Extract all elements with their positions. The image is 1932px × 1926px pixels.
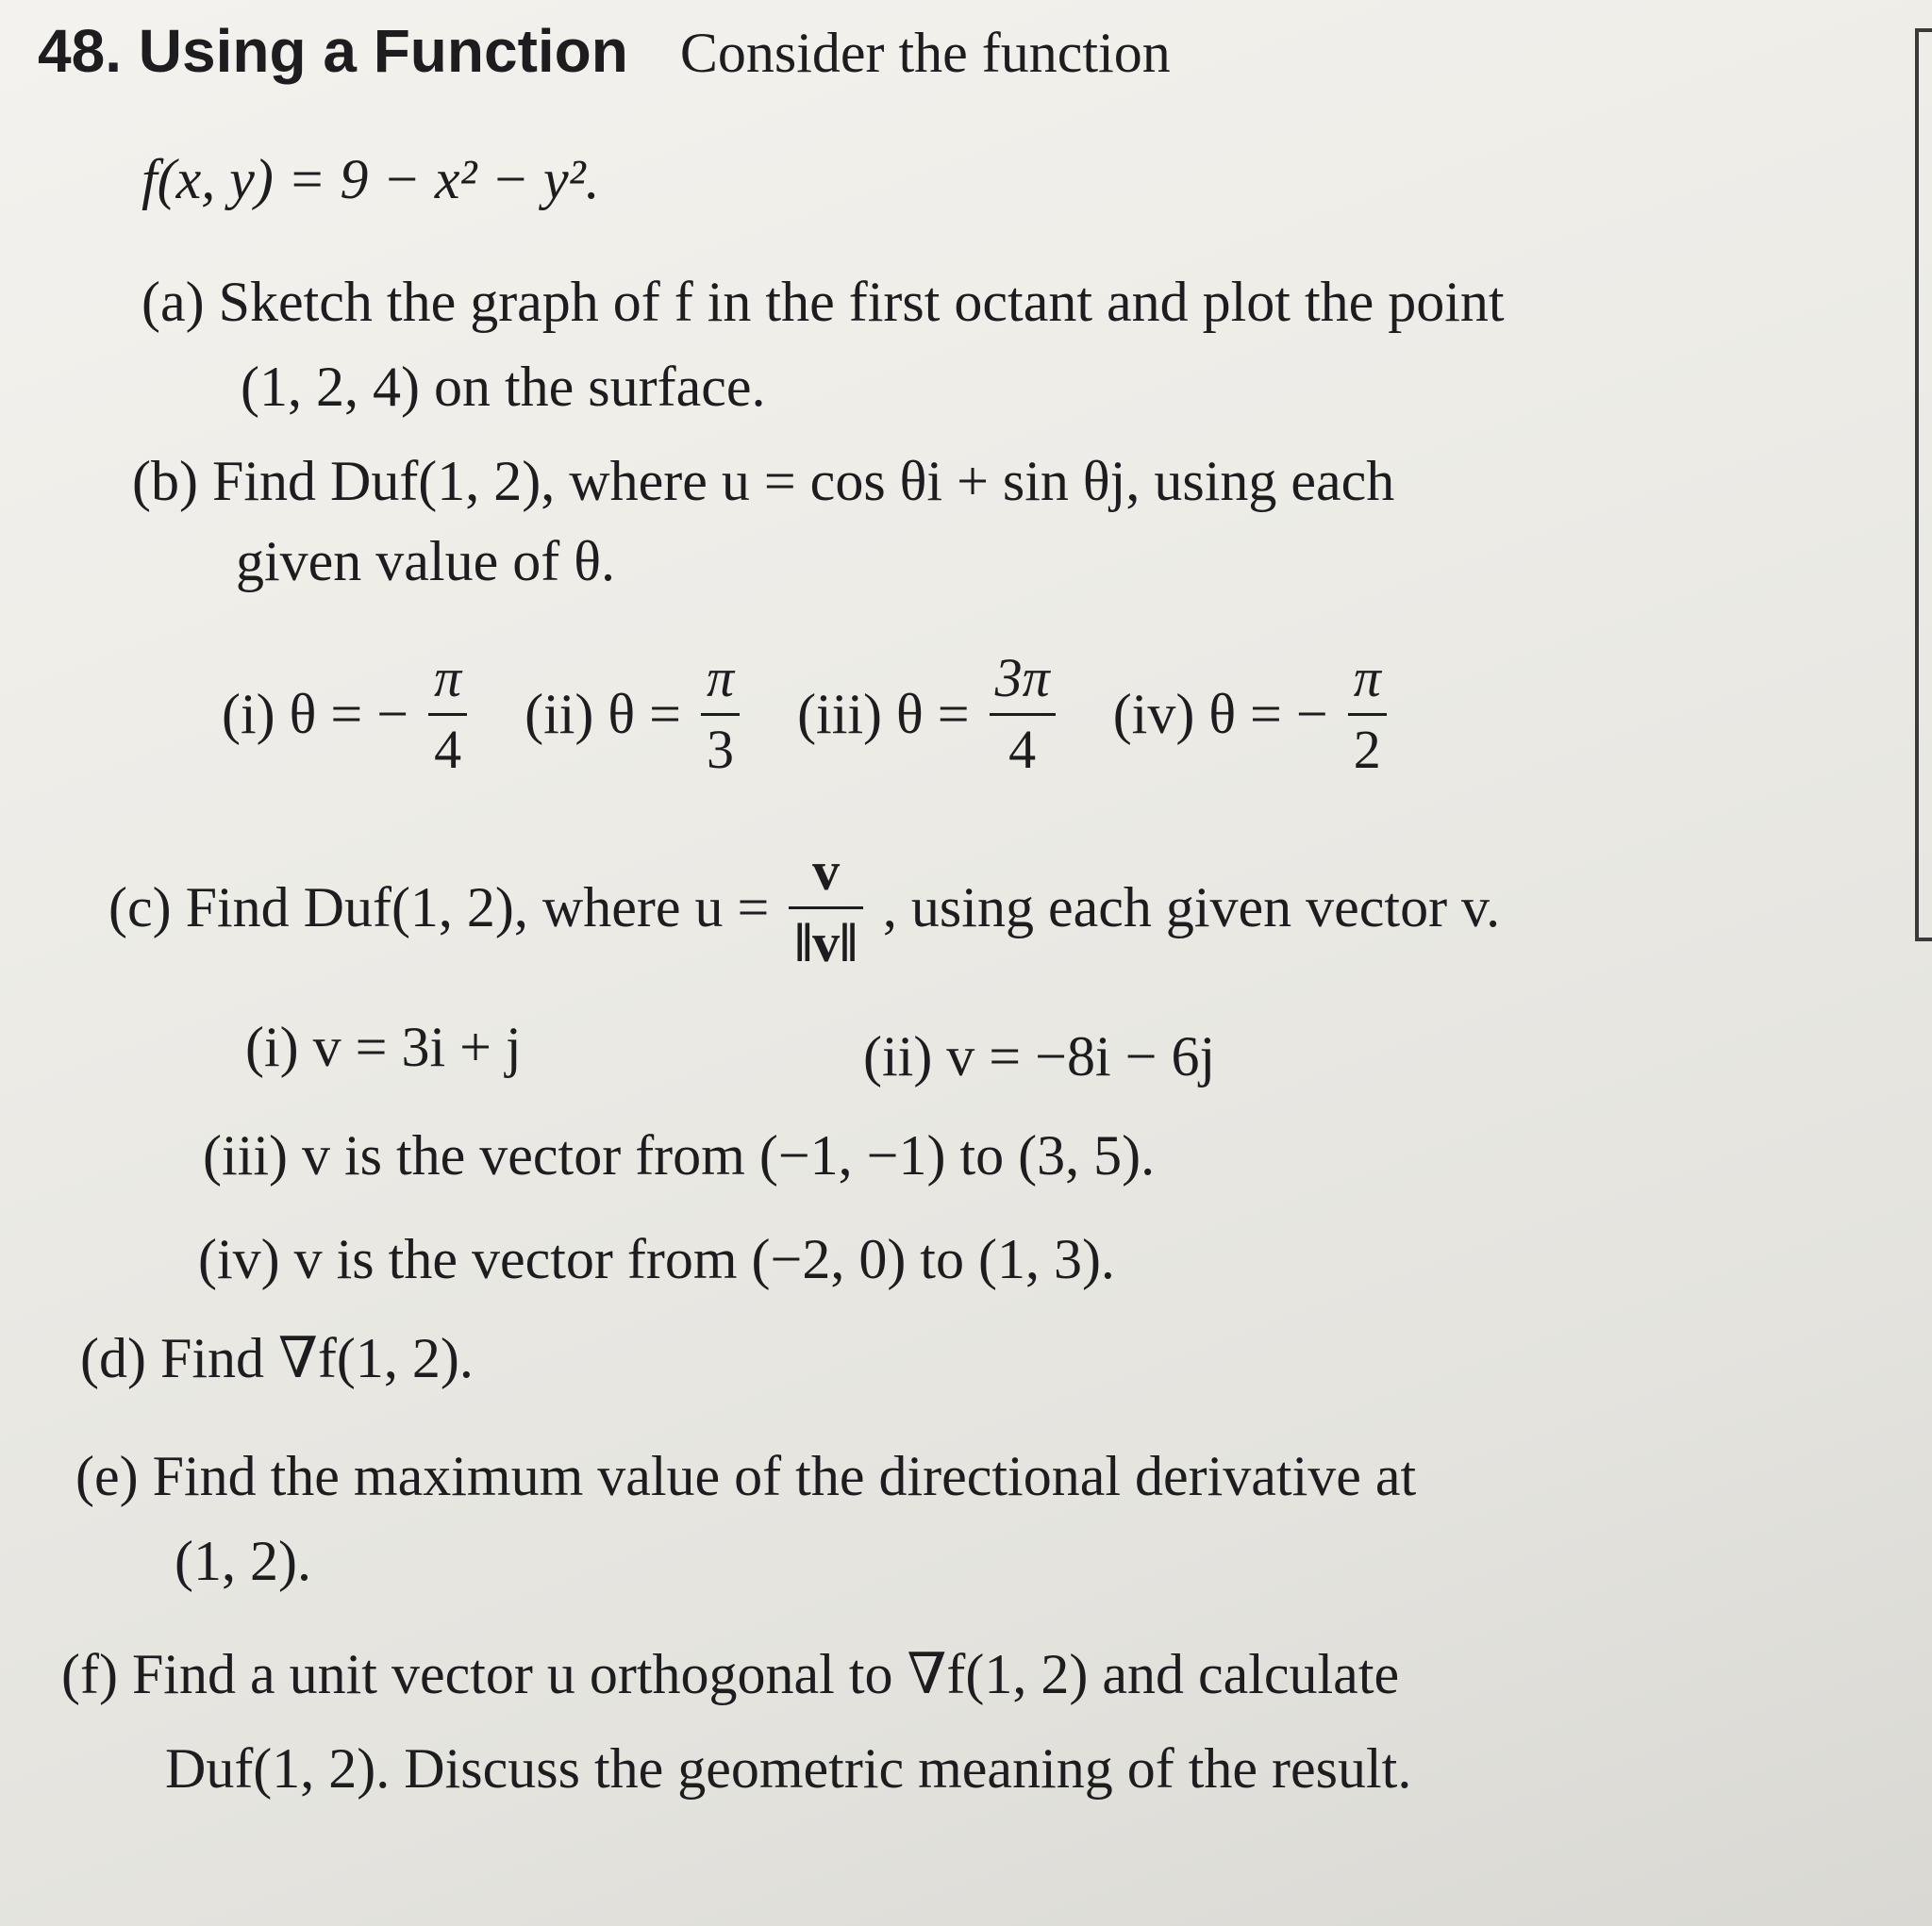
part-c-prefix: (c) Find Duf(1, 2), where u = [108,876,770,939]
theta-item-ii [525,647,759,780]
theta-item-label: (iv) θ = − [1112,683,1328,746]
part-b-line1: (b) Find Duf(1, 2), where u = cos θi + sin θj, using each [132,450,1395,512]
part-f-line1: (f) Find a unit vector u orthogonal to ∇f(1, 2) and calculate [61,1643,1400,1705]
part-c-suffix: , using each given vector v. [882,876,1501,939]
theta-fraction: $\frac{\pi}{4}$ [428,650,467,779]
problem-intro: Consider the function [679,22,1171,84]
part-c-item-ii: (ii) v = −8i − 6j [863,1025,1216,1088]
part-c-item-iv: (iv) v is the vector from (−2, 0) to (1, 3). [198,1228,1115,1290]
theta-item-iv [1112,647,1392,780]
problem-title: 48. Using a Function [38,17,628,85]
unit-vector-fraction: $\frac{v}{‖v‖}$ [789,843,863,972]
part-c-item-iii: (iii) v is the vector from (−1, −1) to (3, 5). [203,1124,1156,1187]
function-definition: f(x, y) = 9 − x² − y². [142,148,600,210]
part-e-line1: (e) Find the maximum value of the directional derivative at [75,1445,1417,1507]
part-c-item-i: (i) v = 3i + j [245,1016,522,1078]
theta-fraction: $\frac{\pi}{3}$ [701,650,740,779]
part-b-line2: given value of θ. [236,530,615,592]
theta-item-label: (i) θ = − [222,683,409,746]
theta-fraction: $\frac{\pi}{2}$ [1348,650,1387,779]
part-f-line2: Duf(1, 2). Discuss the geometric meaning of the result. [165,1737,1412,1800]
part-a-line1: (a) Sketch the graph of f in the first octant and plot the point [142,271,1505,333]
part-d: (d) Find ∇f(1, 2). [80,1327,474,1389]
page-edge-divider [1915,28,1932,941]
part-e-line2: (1, 2). [175,1530,311,1592]
part-c-line [108,840,1501,978]
theta-item-i [222,647,487,780]
theta-item-label: (ii) θ = [525,683,681,746]
theta-fraction: $\frac{3\pi}{4}$ [990,650,1056,779]
part-b-theta-list [222,647,1392,785]
theta-item-iii [797,647,1075,780]
theta-item-label: (iii) θ = [797,683,970,746]
part-a-line2: (1, 2, 4) on the surface. [241,356,766,418]
problem-heading-line [38,17,1171,85]
